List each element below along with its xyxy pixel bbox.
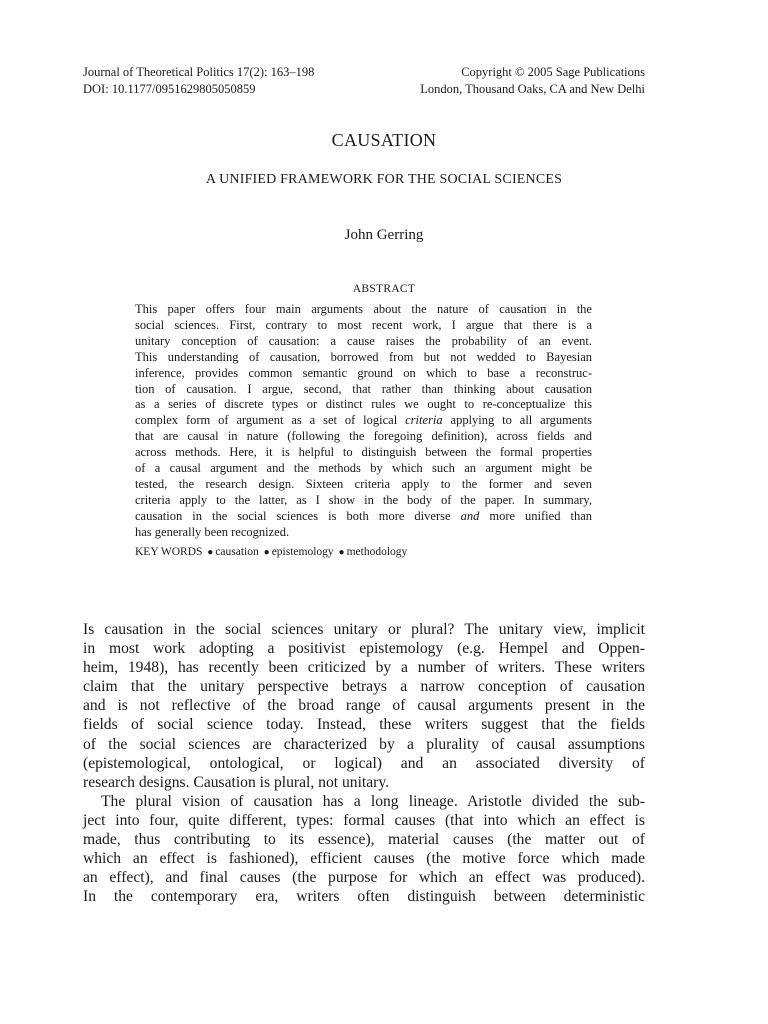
body-line: heim, 1948), has recently been criticized by a number of writers. These writers <box>83 659 645 677</box>
body-line: Is causation in the social sciences unitary or plural? The unitary view, implicit <box>83 621 645 638</box>
keywords <box>135 546 407 558</box>
publisher-location: London, Thousand Oaks, CA and New Delhi <box>420 82 645 96</box>
abstract-emphasis: criteria <box>405 413 443 428</box>
abstract-text: more unified than <box>489 508 593 523</box>
body-line: in most work adopting a positivist epistemology (e.g. Hempel and Oppen- <box>83 640 645 658</box>
abstract-line: that are causal in nature (following the foregoing definition), across fields and <box>135 429 592 444</box>
abstract-line: has generally been recognized. <box>135 524 290 539</box>
body-line: claim that the unitary perspective betrays a narrow conception of causation <box>83 678 645 696</box>
body-line: In the contemporary era, writers often distinguish between deterministic <box>83 888 645 906</box>
bullet-icon: ● <box>207 547 214 558</box>
keyword: causation <box>215 546 259 558</box>
doi: DOI: 10.1177/0951629805050859 <box>83 82 256 96</box>
abstract-line: inference, provides common semantic ground on which to base a reconstruc- <box>135 365 592 380</box>
abstract-text: causation in the social sciences is both more diverse <box>135 508 451 523</box>
keyword: methodology <box>346 546 408 558</box>
body-line: and is not reflective of the broad range of causal arguments present in the <box>83 697 645 715</box>
bullet-icon: ● <box>338 547 345 558</box>
body-line: fields of social science today. Instead, these writers suggest that the fields <box>83 716 645 734</box>
copyright-notice: Copyright © 2005 Sage Publications <box>461 65 645 79</box>
body-line: (epistemological, ontological, or logical) and an associated diversity of <box>83 754 645 772</box>
abstract-line-with-italic <box>135 509 592 525</box>
abstract-line: criteria apply to the latter, as I show in the body of the paper. In summary, <box>135 492 592 507</box>
abstract-text: complex form of argument as a set of logical <box>135 413 398 428</box>
abstract-line: This paper offers four main arguments about the nature of causation in the <box>135 302 592 316</box>
body-line: of the social sciences are characterized by a plurality of causal assumptions <box>83 735 645 753</box>
abstract-line: tested, the research design. Sixteen criteria apply to the former and seven <box>135 476 592 491</box>
body-line: made, thus contributing to its essence), material causes (the matter out of <box>83 831 645 849</box>
body-line: research designs. Causation is plural, not unitary. <box>83 773 390 791</box>
header-row-1 <box>83 64 645 81</box>
journal-header <box>83 64 645 98</box>
abstract-text: applying to all arguments <box>450 413 593 428</box>
author-name: John Gerring <box>344 227 424 243</box>
paragraph <box>83 792 645 907</box>
paper-subtitle: A UNIFIED FRAMEWORK FOR THE SOCIAL SCIENCES <box>205 172 563 187</box>
body-line: The plural vision of causation has a long lineage. Aristotle divided the sub- <box>101 792 645 810</box>
paper-title: CAUSATION <box>331 130 437 150</box>
abstract-line: unitary conception of causation: a cause raises the probability of an event. <box>135 333 592 348</box>
abstract-emphasis: and <box>460 508 480 523</box>
abstract-line: tion of causation. I argue, second, that rather than thinking about causation <box>135 381 592 396</box>
main-body-text <box>83 620 645 906</box>
abstract-line: of a causal argument and the methods by which such an argument might be <box>135 461 592 476</box>
abstract-line: across methods. Here, it is helpful to distinguish between the formal properties <box>135 445 592 460</box>
body-line: an effect), and final causes (the purpose for which an effect was produced). <box>83 869 645 887</box>
abstract-line: as a series of discrete types or distinct rules we ought to re-conceptualize this <box>135 397 592 412</box>
keyword: epistemology <box>271 546 334 558</box>
paragraph <box>83 620 645 792</box>
body-line: which an effect is fashioned), efficient causes (the motive force which made <box>83 850 645 868</box>
journal-citation: Journal of Theoretical Politics 17(2): 163–198 <box>83 65 315 79</box>
abstract-line: This understanding of causation, borrowed from but not wedded to Bayesian <box>135 349 592 364</box>
abstract-line-with-italic <box>135 413 592 429</box>
body-line: ject into four, quite different, types: formal causes (that into which an effect is <box>83 811 645 829</box>
header-row-2 <box>83 81 645 98</box>
abstract-line: social sciences. First, contrary to most recent work, I argue that there is a <box>135 317 592 332</box>
abstract-heading: ABSTRACT <box>352 283 416 295</box>
bullet-icon: ● <box>263 547 270 558</box>
keywords-label: KEY WORDS <box>135 546 203 558</box>
abstract-body <box>135 302 592 541</box>
